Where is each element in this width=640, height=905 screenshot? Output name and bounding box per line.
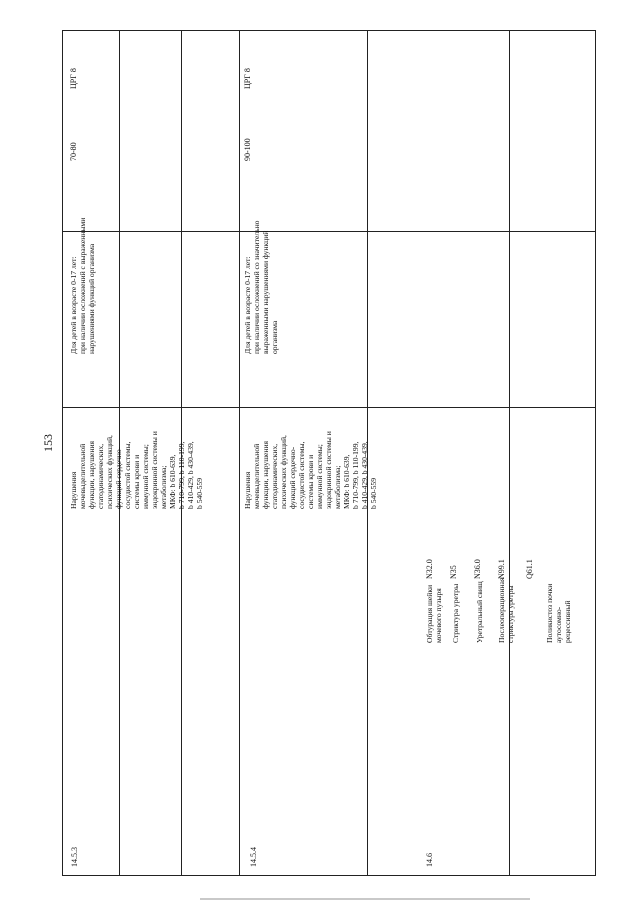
text-line: нарушениями функций организма — [87, 243, 96, 354]
text-line: статодинамических, — [96, 443, 105, 509]
diagnosis-name — [425, 585, 443, 643]
text-line: b 540-559 — [369, 477, 378, 509]
text-line: эндокринной системы и — [324, 431, 333, 509]
text-line: рецессивный — [563, 600, 572, 643]
column-divider — [509, 31, 510, 875]
text-line: Поликистоз почки — [545, 583, 554, 643]
text-line: эндокринной системы и — [150, 431, 159, 509]
diagnosis-name — [451, 584, 460, 643]
text-line: метаболизма; — [159, 465, 168, 509]
rotated-table — [62, 30, 596, 876]
facility-code: ЦРГ 8 — [69, 68, 78, 89]
row-code: 14.5.4 — [249, 847, 258, 867]
text-line: Для детей в возрасте 0-17 лет: — [243, 256, 252, 354]
text-line: b 710-799, b 110-199, — [351, 441, 360, 509]
diagnosis-name — [545, 584, 572, 643]
text-line: психических функций, — [279, 435, 288, 509]
text-line: аутосомно- — [554, 606, 563, 643]
impairment-text — [69, 431, 204, 509]
text-line: при наличии осложнений с выраженными — [78, 217, 87, 354]
row-code: 14.5.3 — [70, 847, 79, 867]
text-line: Обтурация шейки — [425, 584, 434, 643]
row-divider — [63, 231, 595, 232]
icd-code: N36.0 — [473, 559, 482, 579]
icd-code: N35 — [449, 565, 458, 579]
text-line: при наличии осложнений со значительно — [252, 220, 261, 354]
text-line: Стриктура уретры — [451, 583, 460, 643]
text-line: статодинамических, — [270, 443, 279, 509]
text-line: Нарушения — [69, 471, 78, 509]
text-line: b 540-559 — [195, 477, 204, 509]
text-line: Нарушения — [243, 471, 252, 509]
text-line: МКФ: b 610-639, — [342, 454, 351, 509]
text-line: мочевого пузыря — [434, 588, 443, 643]
text-line: сосудистой системы, — [297, 441, 306, 509]
text-line: системы крови и — [306, 454, 315, 509]
text-line: функций сердечно- — [114, 446, 123, 509]
percent-value: 90-100 — [243, 138, 252, 161]
row-code: 14.6 — [425, 853, 434, 867]
criteria-text — [69, 218, 96, 354]
text-line: b 410-429, b 430-439, — [186, 441, 195, 509]
icd-code: N32.0 — [425, 559, 434, 579]
text-line: мочевыделительной — [252, 443, 261, 509]
text-line: функции, нарушения — [261, 440, 270, 509]
text-line: функции, нарушения — [87, 440, 96, 509]
icd-code: N99.1 — [497, 559, 506, 579]
text-line: системы крови и — [132, 454, 141, 509]
facility-code: ЦРГ 8 — [243, 68, 252, 89]
diagnosis-name — [497, 578, 515, 643]
text-line: метаболизма; — [333, 465, 342, 509]
text-line: b 410-429, b 430-439, — [360, 441, 369, 509]
text-line: иммунной системы; — [141, 444, 150, 509]
text-line: психических функций, — [105, 435, 114, 509]
text-line: стриктура уретры — [506, 585, 515, 643]
text-line: иммунной системы; — [315, 444, 324, 509]
impairment-text — [243, 431, 378, 509]
column-divider — [239, 31, 240, 875]
text-line: Послеоперационная — [497, 577, 506, 643]
text-line: функций сердечно- — [288, 446, 297, 509]
percent-value: 70-80 — [69, 142, 78, 161]
row-divider — [63, 407, 595, 408]
text-line: Для детей в возрасте 0-17 лет: — [69, 256, 78, 354]
page-number: 153 — [41, 434, 55, 452]
text-line: МКФ: b 610-639, — [168, 454, 177, 509]
text-line: мочевыделительной — [78, 443, 87, 509]
icd-code: Q61.1 — [525, 559, 534, 579]
text-line: b 710-799, b 110-199, — [177, 441, 186, 509]
text-line: сосудистой системы, — [123, 441, 132, 509]
scan-artifact — [200, 898, 530, 900]
text-line: выраженными нарушениями функций — [261, 230, 270, 354]
text-line: Уретральный свищ — [475, 581, 484, 643]
criteria-text — [243, 221, 279, 354]
text-line: организма — [270, 320, 279, 354]
diagnosis-name — [475, 581, 484, 643]
